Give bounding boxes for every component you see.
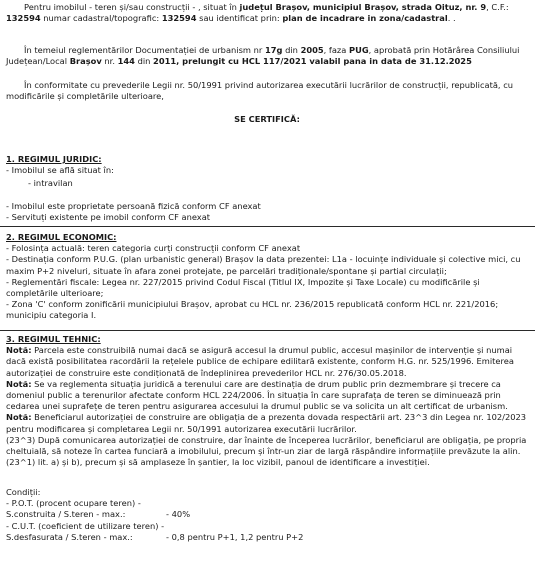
pot-value: - 40% (166, 509, 191, 520)
list-item: - Reglementări fiscale: Legea nr. 227/2015 privind Codul Fiscal (Titlul IX, Impozite și Taxe Locale) cu modificările și completările ulterioare; (6, 276, 480, 299)
text: . . (447, 13, 456, 24)
law-reference: În conformitate cu prevederile Legii nr. 50/1991 privind autorizarea executării lucrărilor de construcții, republicată, cu modificările și completările ulterioare, (6, 80, 514, 102)
intro-paragraph-2 (6, 45, 528, 67)
section-title: 3. REGIMUL TEHNIC: (6, 334, 101, 344)
cut-row (6, 532, 528, 543)
note-text: Beneficiarul autorizației de construire are obligația de a prezenta dovada respectării art. 23^3 din Legea nr. 102/2023 pentru modificarea și completarea Legii nr. 50/1991 autorizarea executării lucrărilor. (6, 412, 527, 434)
identification: plan de incadrare in zona/cadastral (282, 13, 448, 24)
cut-formula: S.desfasurata / S.teren - max.: (6, 531, 133, 542)
section-title: 2. REGIMUL ECONOMIC: (6, 232, 117, 242)
text: numar cadastral/topografic: (40, 13, 162, 24)
section-juridic (6, 154, 528, 223)
list-item: - Destinația conform P.U.G. (plan urbanistic general) Brașov la data prezentei: L1a - locuințe individuale și colective mici, cu maxim P+2 niveluri, situate în afara zonei protejate, pe parcelări tradiționale/spontane și partial circulații; (6, 254, 521, 276)
council: Brașov (69, 56, 102, 67)
note-label: Notă: (6, 412, 32, 423)
intro-paragraph-1 (6, 2, 528, 24)
pot-row (6, 509, 528, 520)
article-text: (23^3) După comunicarea autorizației de construire, dar înainte de începerea lucrărilor, beneficiarul are obligația, pe propria cheltuială, să noteze în cartea funciară a imobilului, precum și într-un ziar de largă răspândire informațiile prevăzute la alin. (23^1) lit. a) și b), precum și să amplaseze în șantier, la loc vizibil, panoul de identificare a investiției. (6, 434, 527, 468)
list-item: - intravilan (28, 178, 73, 189)
text: , faza (323, 45, 350, 55)
section-economic (6, 232, 528, 322)
doc-number: 17g (264, 45, 283, 55)
conditions (6, 487, 528, 543)
note-text: Se va reglementa situația juridică a terenului care are destinația de drum public prin dezmembrare și trecere ca domeniul public a terenurilor afectate conform HCL 224/2006. În situația în care suprafața de teren se diminuează prin cedarea unei suprafețe de teren pentru asigurarea accesului la drumul public se va solicita un alt certificat de urbanism. (6, 378, 508, 412)
text: Pentru imobilul - teren și/sau construcții - , situat în (24, 2, 240, 12)
cadastral-number: 132594 (161, 13, 197, 24)
divider (0, 226, 535, 227)
cut-value: - 0,8 pentru P+1, 1,2 pentru P+2 (166, 531, 304, 542)
cut-label: - C.U.T. (coeficient de utilizare teren) - (6, 520, 165, 531)
pot-formula: S.construita / S.teren - max.: (6, 509, 126, 520)
phase: PUG (349, 45, 369, 55)
text: , C.F.: (486, 2, 509, 12)
validity: 2011, prelungit cu HCL 117/2021 valabil pana in data de 31.12.2025 (153, 56, 472, 67)
section-tehnic (6, 334, 528, 468)
note-text: Parcela este construibilă numai dacă se asigură accesul la drumul public, accesul mașinilor de intervenție și numai dacă există posibilitatea racordării la rețelele publice de echipare edilitară existente, conform H.G. nr. 525/1996. Emiterea autorizației de construire este condiționată de îndeplinirea prevederilor HCL nr. 276/30.05.2018. (6, 345, 514, 378)
heading-text: SE CERTIFICĂ: (234, 114, 300, 124)
certifies-heading (6, 114, 528, 125)
text: din (282, 45, 301, 55)
list-item: - Imobilul se află situat în: (6, 165, 114, 176)
conditions-title: Condiții: (6, 487, 41, 497)
divider (0, 330, 535, 331)
list-item: - Folosința actuală: teren categoria curți construcții conform CF anexat (6, 243, 301, 254)
text: , aprobată prin Hotărârea Consiliului Județean/Local (6, 45, 520, 67)
text: sau identificat prin: (196, 13, 283, 24)
list-item: - Servituți existente pe imobil conform CF anexat (6, 211, 211, 222)
pot-label: - P.O.T. (procent ocupare teren) - (6, 498, 141, 509)
list-item: - Zona 'C' conform zonificării municipiului Brașov, aprobat cu HCL nr. 236/2015 republicată conform HCL nr. 221/2016; municipiu categoria I. (6, 299, 499, 321)
text: din (134, 56, 154, 67)
intro-paragraph-3 (6, 80, 528, 102)
note-label: Notă: (6, 378, 32, 389)
text: nr. (101, 56, 118, 67)
list-item: - Imobilul este proprietate persoană fizică conform CF anexat (6, 200, 261, 211)
section-title: 1. REGIMUL JURIDIC: (6, 154, 102, 164)
note-label: Notă: (6, 345, 32, 356)
cf-number: 132594 (6, 13, 41, 24)
text: În temeiul reglementărilor Documentației de urbanism nr (24, 45, 265, 55)
location: județul Brașov, municipiul Brașov, strada Oituz, nr. 9 (239, 2, 487, 12)
doc-year: 2005 (300, 45, 324, 55)
hcl-number: 144 (117, 56, 135, 67)
